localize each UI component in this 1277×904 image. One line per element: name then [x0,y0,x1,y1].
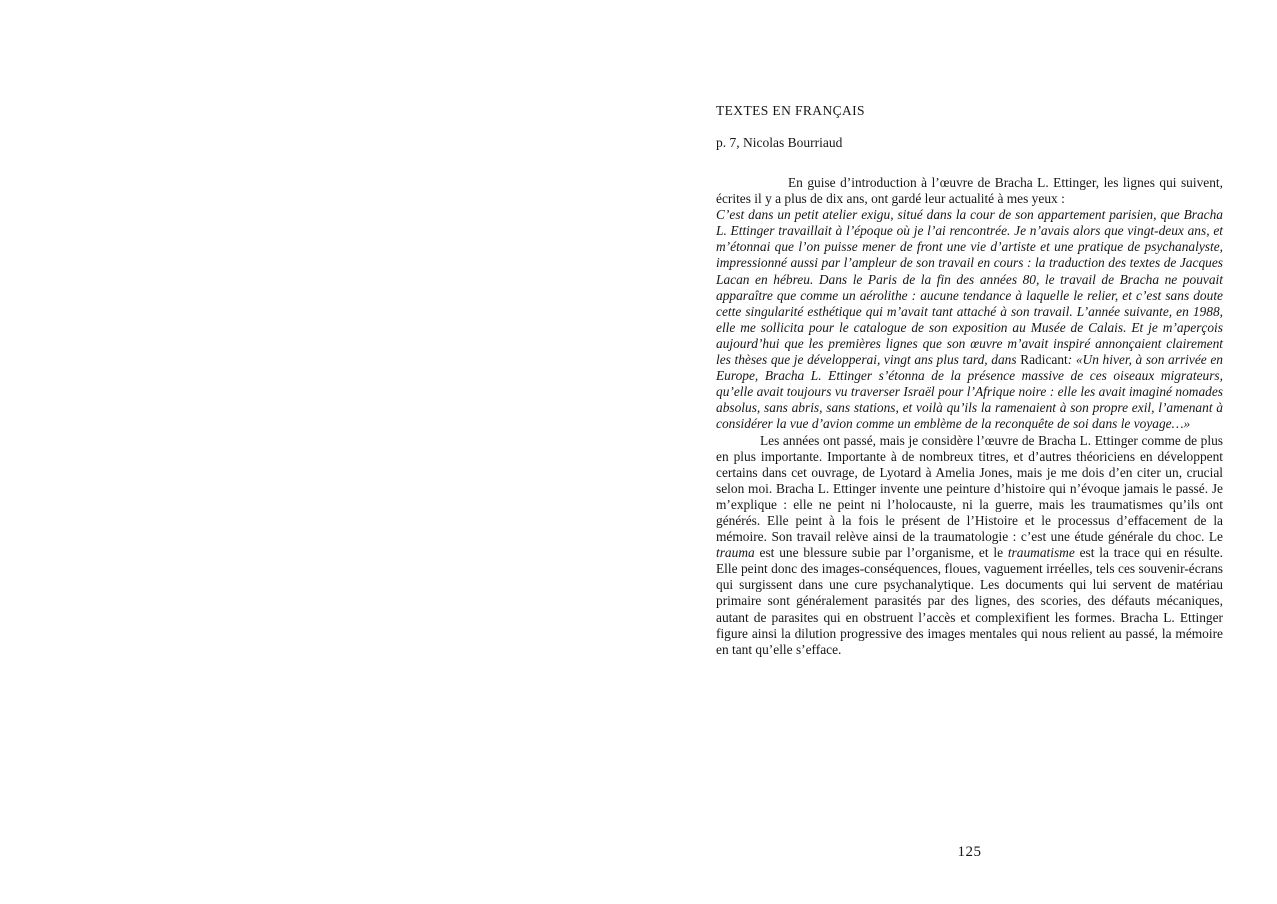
section-heading: TEXTES EN FRANÇAIS [716,103,865,118]
paragraph-quote [716,207,1223,432]
text-run-italic: trauma [716,545,755,561]
article-reference: p. 7, Nicolas Bourriaud [716,135,843,150]
text-run-italic: traumatisme [1007,545,1075,561]
paragraph-intro [716,175,1223,207]
text-run-roman: En guise d’introduction à l’œuvre de Bracha L. Ettinger, les lignes qui suivent, écrites il y a plus de dix ans, ont gardé leur actualité à mes yeux : [716,175,1223,207]
text-column [716,103,1223,658]
page-number: 125 [957,844,982,860]
paragraph-body [716,433,1223,658]
article-body [716,175,1223,658]
text-run-roman: est une blessure subie par l’organisme, et le [754,545,1008,561]
text-run-roman: est la trace qui en résulte. Elle peint donc des images-conséquences, floues, vaguement irréelles, tels ces souvenir-écrans qui surgissent dans une cure psychanalytique. Les documents qui lui servent de matériau primaire sont généralement parasités par des lignes, des scories, des défauts mécaniques, autant de parasites qui en obstruent l’accès et complexifient les formes. Bracha L. Ettinger figure ainsi la dilution progressive des images mentales qui nous relient au passé, la mémoire en tant qu’elle s’efface. [716,545,1223,657]
text-run-roman: Radicant [1020,352,1068,368]
text-run-italic: C’est dans un petit atelier exigu, situé dans la cour de son appartement parisien, que Bracha L. Ettinger travaillait à l’époque où je l’ai rencontrée. Je n’avais alors que vingt-deux ans, et m’étonnai que l’on puisse mener de front une vie d’artiste et une pratique de psychanalyste, impressionné aussi par l’ampleur de son travail en cours : la traduction des textes de Jacques Lacan en hébreu. Dans le Paris de la fin des années 80, le travail de Bracha ne pouvait apparaître que comme un aérolithe : aucune tendance à laquelle le relier, et c’est sans doute cette singularité esthétique qui m’avait tant attaché à son travail. L’année suivante, en 1988, elle me sollicita pour le catalogue de son exposition au Musée de Calais. Et je m’aperçois aujourd’hui que les premières lignes que son œuvre m’avait inspiré annonçaient clairement les thèses que je développerai, vingt ans plus tard, dans [716,207,1223,368]
text-run-italic: : «Un hiver, à son arrivée en Europe, Bracha L. Ettinger s’étonna de la présence massive de ces oiseaux migrateurs, qu’elle avait toujours vu traverser Israël pour l’Afrique noire : elle les avait imaginé nomades absolus, sans abris, sans stations, et voilà qu’ils la ramenaient à son propre exil, l’amenant à considérer la vue d’avion comme un emblème de la reconquête de soi dans le voyage…» [716,352,1223,432]
text-run-roman: Les années ont passé, mais je considère l’œuvre de Bracha L. Ettinger comme de plus en plus importante. Importante à de nombreux titres, et d’autres théoriciens en développent certains dans cet ouvrage, de Lyotard à Amelia Jones, mais je me dois d’en citer un, crucial selon moi. Bracha L. Ettinger invente une peinture d’histoire qui n’évoque jamais le passé. Je m’explique : elle ne peint ni l’holocauste, ni la guerre, mais les traumatismes qu’ils ont générés. Elle peint à la fois le présent de l’Histoire et le processus d’effacement de la mémoire. Son travail relève ainsi de la traumatologie : c’est une étude générale du choc. Le [716,432,1223,545]
